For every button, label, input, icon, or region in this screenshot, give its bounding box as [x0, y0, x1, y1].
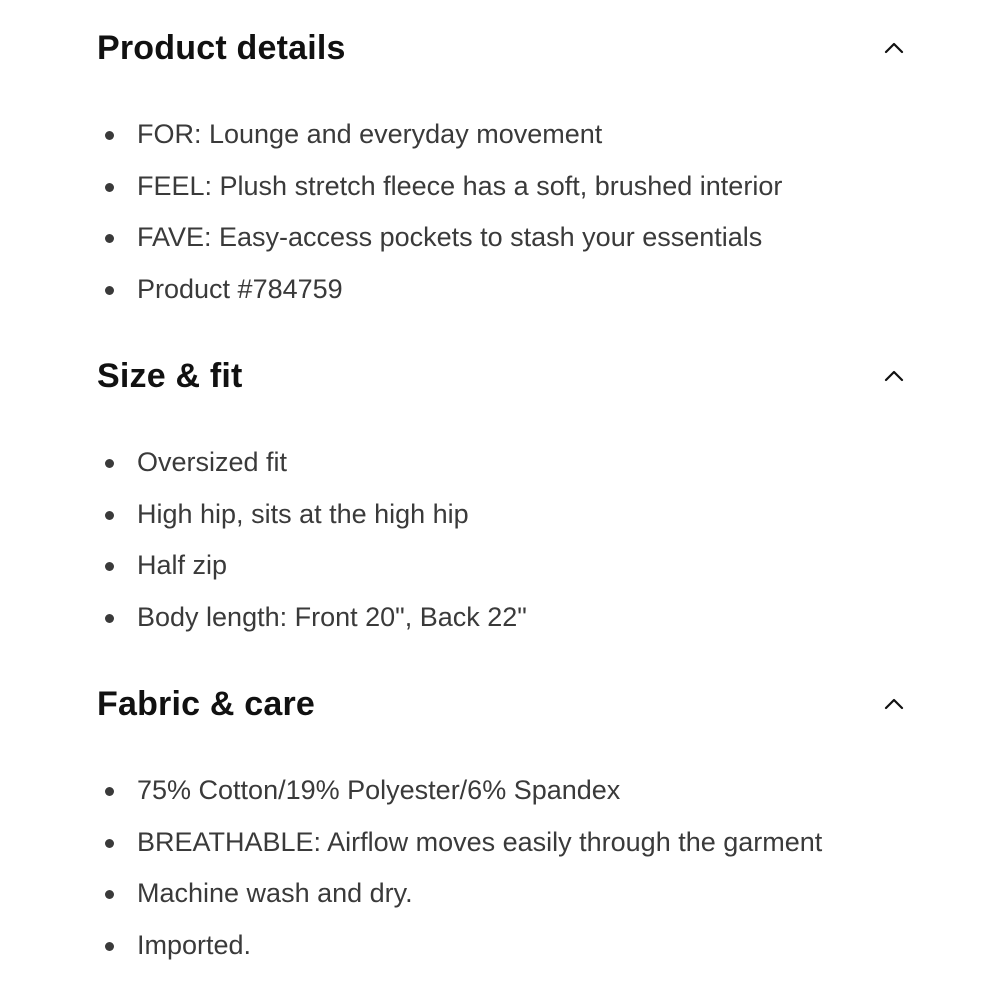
product-details-title: Product details — [97, 29, 346, 67]
bullet-icon — [105, 562, 114, 571]
bullet-icon — [105, 183, 114, 192]
list-item-text: Machine wash and dry. — [137, 878, 413, 908]
list-item-text: Body length: Front 20", Back 22" — [137, 601, 527, 632]
bullet-icon — [105, 942, 114, 951]
list-item-text: FEEL: Plush stretch fleece has a soft, brushed interior — [137, 170, 783, 201]
list-item-text: FAVE: Easy-access pockets to stash your essentials — [137, 222, 763, 252]
bullet-icon — [105, 131, 114, 140]
list-item-text: 75% Cotton/19% Polyester/6% Spandex — [137, 775, 621, 805]
product-details-header[interactable] — [0, 24, 1000, 84]
list-item-text: Half zip — [137, 550, 228, 580]
list-item-text: FOR: Lounge and everyday movement — [137, 119, 603, 149]
list-item-text: High hip, sits at the high hip — [137, 498, 469, 529]
size-fit-section — [0, 352, 1000, 632]
bullet-icon — [105, 286, 114, 295]
list-item-text: Oversized fit — [137, 447, 288, 477]
product-details-section — [0, 24, 1000, 304]
fabric-care-title: Fabric & care — [97, 685, 316, 723]
list-item-text: Product #784759 — [137, 273, 343, 304]
bullet-icon — [105, 511, 114, 520]
bullet-icon — [105, 459, 114, 468]
bullet-icon — [105, 787, 114, 796]
list-item-text: Imported. — [137, 929, 252, 960]
list-item-text: BREATHABLE: Airflow moves easily through the garment — [137, 826, 823, 857]
bullet-icon — [105, 839, 114, 848]
size-fit-header[interactable] — [0, 352, 1000, 412]
chevron-up-icon[interactable] — [882, 36, 906, 60]
chevron-up-icon[interactable] — [882, 692, 906, 716]
bullet-icon — [105, 890, 114, 899]
chevron-up-icon[interactable] — [882, 364, 906, 388]
fabric-care-section — [0, 680, 1000, 960]
fabric-care-header[interactable] — [0, 680, 1000, 740]
size-fit-title: Size & fit — [97, 357, 243, 395]
bullet-icon — [105, 234, 114, 243]
bullet-icon — [105, 614, 114, 623]
